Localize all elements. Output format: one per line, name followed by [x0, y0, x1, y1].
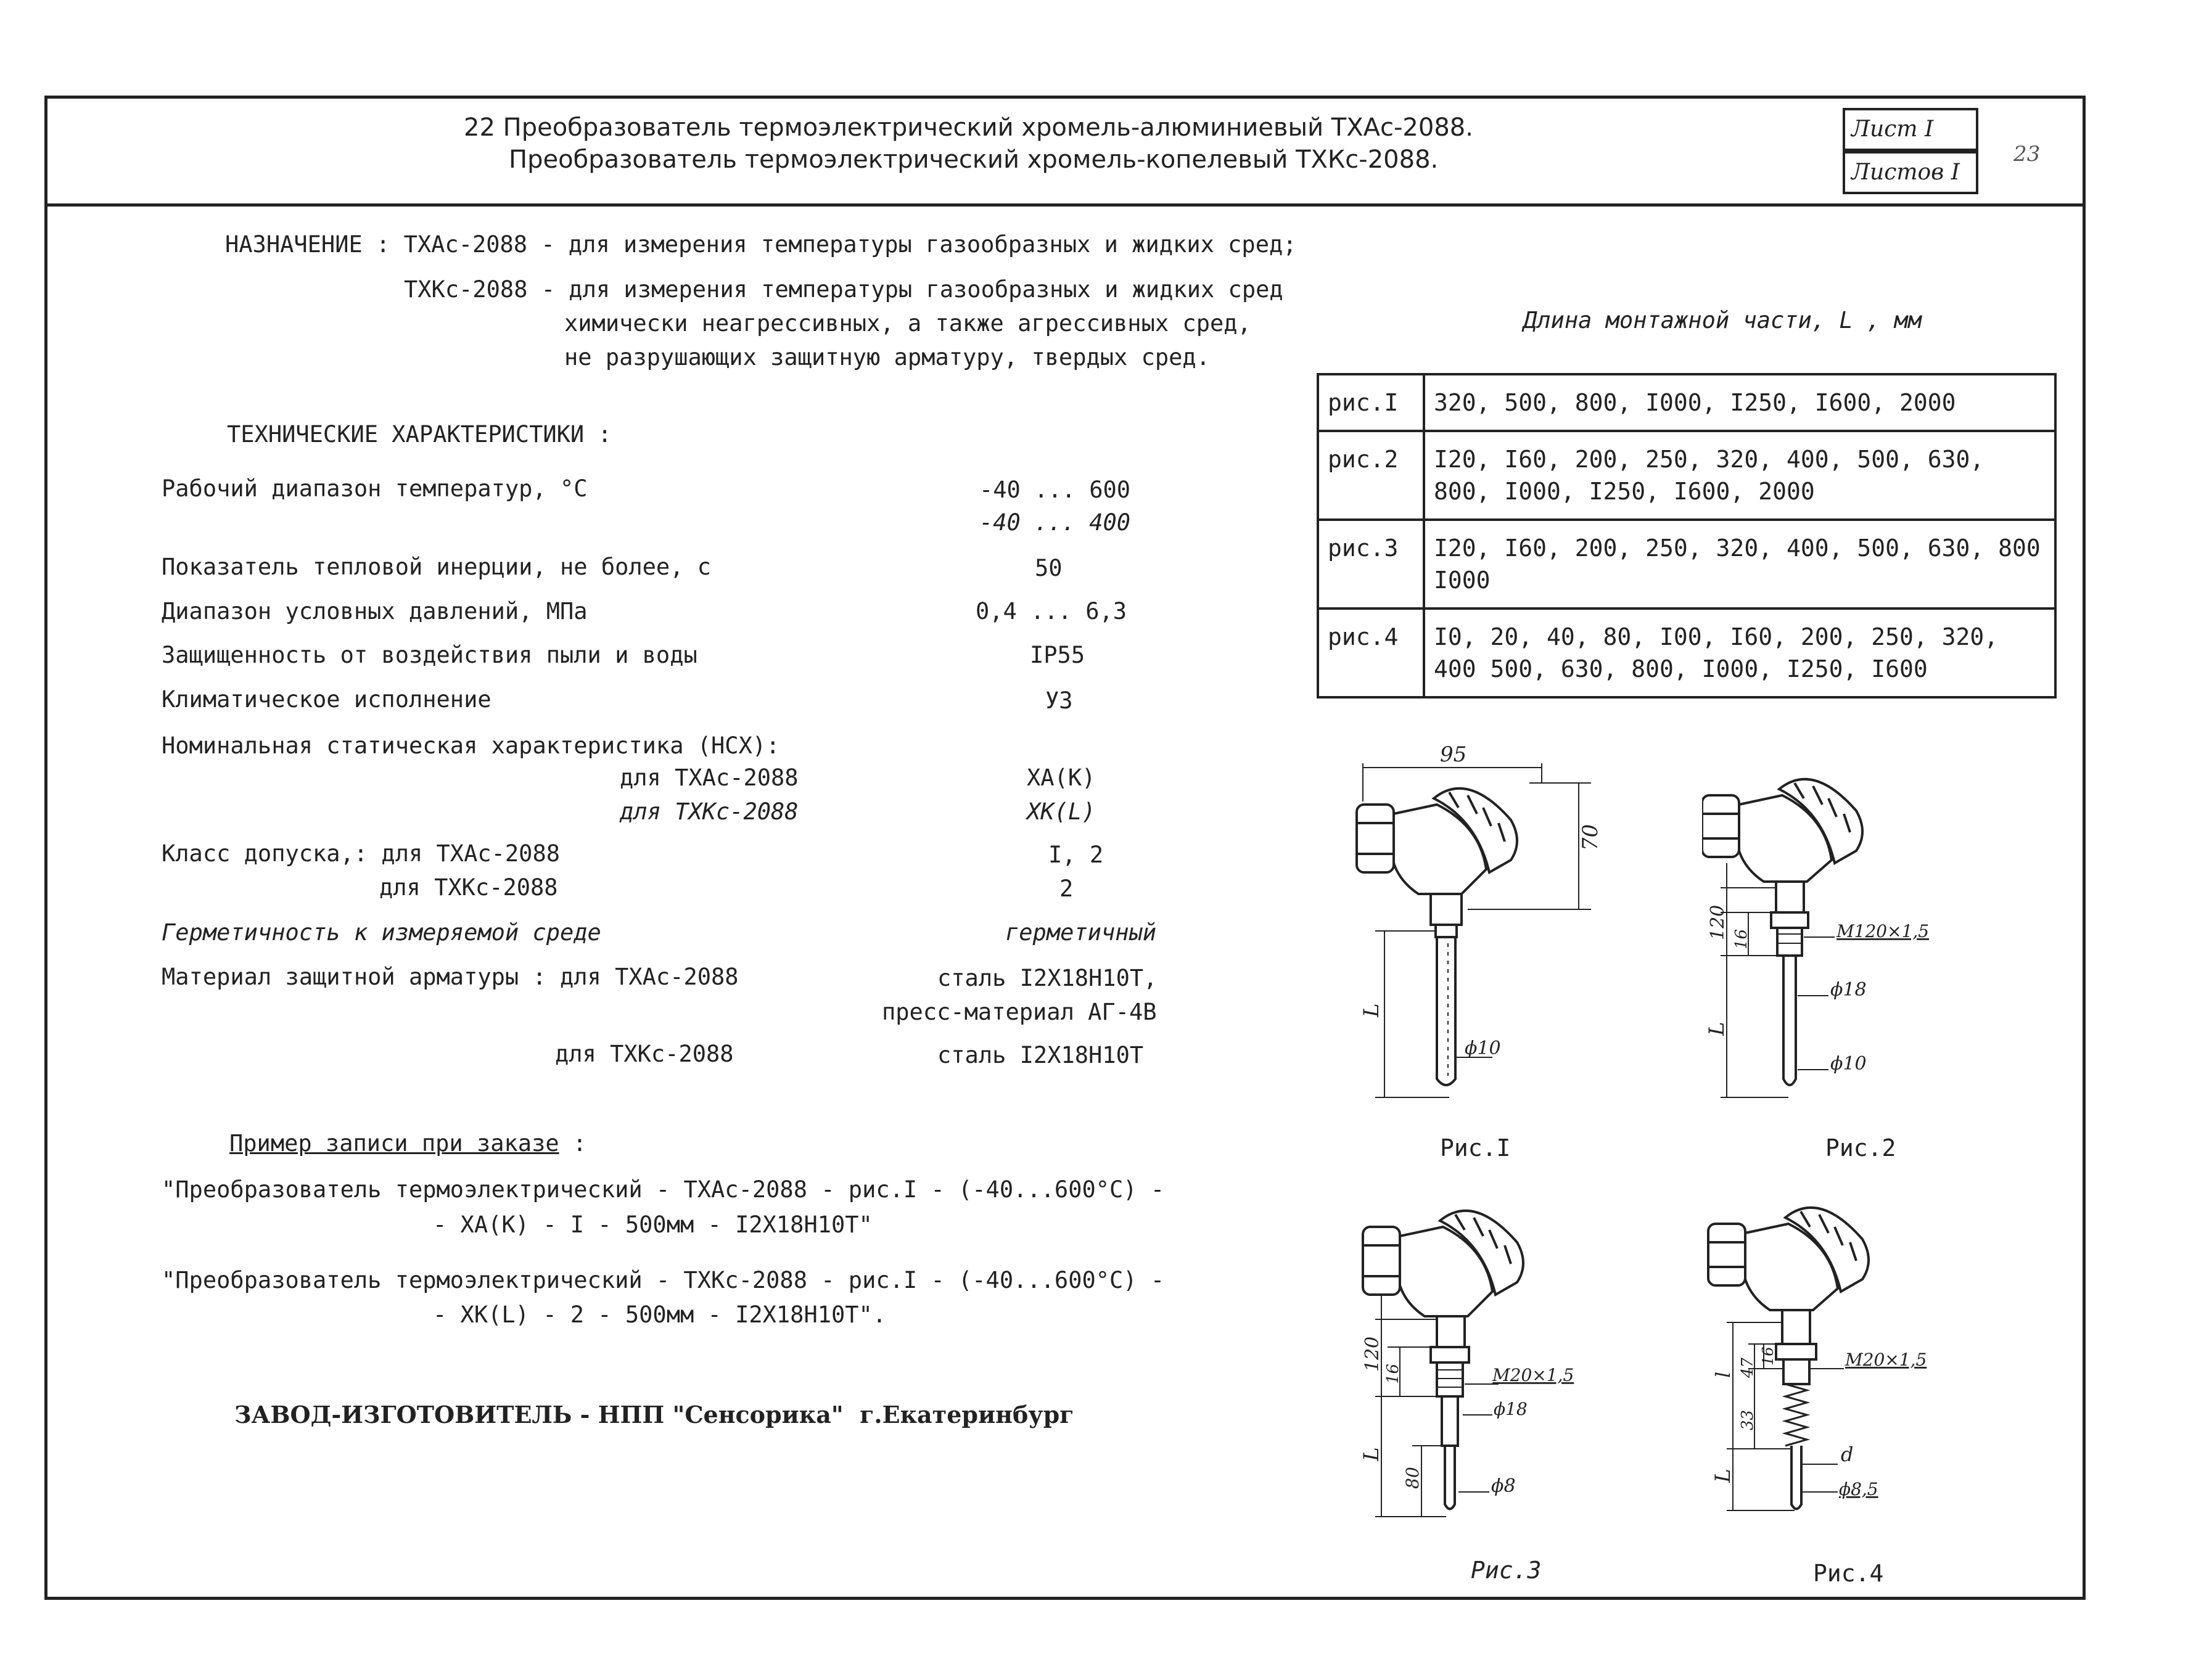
- length-table-caption: Длина монтажной части, L , мм: [1523, 307, 1922, 334]
- figure-4-drawing: [1702, 1190, 1973, 1560]
- fig4-dim-diameter: ϕ8,5: [1839, 1479, 1878, 1499]
- lengths-cell: 320, 500, 800, I000, I250, I600, 2000: [1424, 374, 2055, 431]
- sheet-number-box: [1843, 108, 1978, 151]
- figure-2-caption: Рис.2: [1825, 1134, 1896, 1162]
- fig1-sheath: [1437, 937, 1455, 1085]
- fig4-spring: [1785, 1384, 1807, 1446]
- spec-value-pressure: 0,4 ... 6,3: [976, 598, 1127, 625]
- fig2-dim-L: L: [1705, 1022, 1729, 1036]
- fig-cell: рис.I: [1318, 374, 1424, 431]
- sheet-label: Лист I: [1851, 117, 1934, 142]
- figure-1-caption: Рис.I: [1440, 1134, 1511, 1162]
- fig2-dim-16: 16: [1732, 928, 1751, 949]
- fig3-dim-thread: M20×1,5: [1492, 1365, 1574, 1385]
- purpose-line-4: не разрушающих защитную арматуру, твердых сред.: [564, 344, 1210, 371]
- fig1-head-body: [1394, 805, 1486, 894]
- spec-label-protection: Защищенность от воздействия пыли и воды: [162, 642, 697, 668]
- figure-2-drawing: [1702, 758, 1973, 1128]
- fig2-cap: [1779, 779, 1862, 863]
- fig4-cap: [1785, 1208, 1869, 1292]
- spec-value-nsx-txa: ХА(К): [1027, 764, 1096, 791]
- fig4-dim-47: 47: [1738, 1357, 1757, 1378]
- spec-label-material-txk: для ТХКс-2088: [555, 1041, 734, 1067]
- fig3-dim-d18: ϕ18: [1494, 1399, 1528, 1419]
- fig4-dim-l: l: [1711, 1371, 1735, 1378]
- spec-label-class-txk: для ТХКс-2088: [379, 874, 558, 901]
- fig2-thread: [1777, 928, 1802, 956]
- page-number: 23: [2013, 142, 2041, 166]
- fig2-dim-d18: ϕ18: [1830, 979, 1867, 1001]
- fig4-nut: [1776, 1344, 1816, 1359]
- fig1-dim-height: 70: [1578, 824, 1603, 851]
- spec-label-nsx-txa: для ТХАс-2088: [620, 764, 799, 791]
- table-row: [1318, 520, 2055, 608]
- spec-value-nsx-txk: ХК(L): [1027, 798, 1096, 825]
- fig3-cap: [1440, 1211, 1523, 1295]
- spec-label-class-txa: Класс допуска,: для ТХАс-2088: [162, 840, 561, 867]
- fig3-dim-120: 120: [1362, 1336, 1383, 1372]
- fig2-sheath: [1783, 956, 1796, 1085]
- spec-value-seal: герметичный: [1005, 919, 1157, 946]
- fig3-dim-L: L: [1359, 1447, 1384, 1461]
- spec-value-protection: IP55: [1030, 642, 1085, 668]
- fig3-thread: [1437, 1362, 1463, 1396]
- spec-value-temp-1: -40 ... 600: [979, 477, 1131, 503]
- spec-value-temp-2: -40 ... 400: [979, 509, 1131, 536]
- fig1-dim-diameter: ϕ10: [1465, 1038, 1501, 1059]
- title-line-1: 22 Преобразователь термоэлектрический хромель-алюминиевый ТХАс-2088.: [464, 113, 1473, 142]
- fig3-sheath: [1445, 1446, 1455, 1509]
- fig1-dim-L: L: [1359, 1003, 1384, 1017]
- fig1-gland: [1357, 805, 1394, 872]
- fig-cell: рис.2: [1318, 431, 1424, 520]
- length-table: [1317, 373, 2057, 699]
- fig-cell: рис.4: [1318, 608, 1424, 697]
- purpose-line-2: ТХКс-2088 - для измерения температуры газообразных и жидких сред: [404, 276, 1283, 303]
- fig4-dim-thread: M20×1,5: [1845, 1350, 1927, 1370]
- fig2-head-body: [1739, 795, 1832, 882]
- fig4-dim-33: 33: [1738, 1409, 1757, 1430]
- spec-value-class-txk: 2: [1059, 875, 1074, 902]
- order-heading-text: Пример записи при заказе: [229, 1130, 559, 1157]
- spec-value-climate: У3: [1045, 687, 1073, 714]
- spec-value-class-txa: I, 2: [1048, 842, 1104, 868]
- fig3-gland: [1363, 1227, 1400, 1295]
- table-row: [1318, 608, 2055, 697]
- purpose-block: [225, 229, 1297, 260]
- fig1-cap: [1434, 789, 1517, 872]
- fig2-dim-120: 120: [1707, 904, 1729, 940]
- order-heading-colon: :: [559, 1130, 587, 1157]
- lengths-cell: I20, I60, 200, 250, 320, 400, 500, 630, 800 I000: [1424, 520, 2055, 608]
- manufacturer: ЗАВОД-ИЗГОТОВИТЕЛЬ - НПП "Сенсорика" г.Екатеринбург: [234, 1401, 1074, 1428]
- sheets-count-box: [1843, 151, 1978, 194]
- fig2-dim-diameter: ϕ10: [1830, 1053, 1867, 1075]
- fig-cell: рис.3: [1318, 520, 1424, 608]
- spec-value-material-txk: сталь I2Х18Н10Т: [937, 1042, 1144, 1068]
- spec-value-material-txa-2: пресс-материал АГ-4В: [882, 999, 1157, 1025]
- purpose-line-1: ТХАс-2088 - для измерения температуры газообразных и жидких сред;: [403, 231, 1297, 258]
- spec-label-pressure: Диапазон условных давлений, МПа: [162, 598, 588, 625]
- fig2-gland: [1702, 795, 1739, 857]
- order-example-2-line-2: - ХК(L) - 2 - 500мм - I2Х18Н10Т".: [433, 1301, 887, 1328]
- fig3-nut: [1431, 1347, 1469, 1362]
- purpose-line-3: химически неагрессивных, а также агрессивных сред,: [564, 310, 1251, 337]
- spec-label-material-txa: Материал защитной арматуры : для ТХАс-2088: [162, 964, 739, 990]
- order-heading: [229, 1128, 586, 1159]
- table-row: [1318, 374, 2055, 431]
- spec-label-seal: Герметичность к измеряемой среде: [162, 919, 601, 946]
- spec-label-climate: Климатическое исполнение: [162, 686, 491, 713]
- purpose-label: НАЗНАЧЕНИЕ :: [225, 231, 404, 258]
- fig3-head-body: [1400, 1227, 1492, 1316]
- fig3-dim-80: 80: [1402, 1467, 1423, 1489]
- fig3-dim-16: 16: [1384, 1363, 1402, 1384]
- spec-value-inertia: 50: [1035, 555, 1063, 581]
- header-divider: [44, 203, 2086, 207]
- fig3-dim-diameter: ϕ8: [1491, 1475, 1516, 1497]
- sheets-label: Листов I: [1851, 160, 1960, 185]
- fig4-dim-L: L: [1711, 1469, 1735, 1483]
- figure-3-caption: Рис.3: [1471, 1557, 1542, 1584]
- figure-3-drawing: [1344, 1196, 1628, 1547]
- title-line-2: Преобразователь термоэлектрический хромель-копелевый ТХКс-2088.: [509, 145, 1439, 174]
- spec-label-nsx-txk: для ТХКс-2088: [620, 798, 799, 825]
- spec-label-nsx: Номинальная статическая характеристика (НСХ):: [162, 732, 780, 759]
- figure-1-drawing: [1326, 746, 1647, 1128]
- spec-label-temp: Рабочий диапазон температур, °С: [162, 475, 588, 502]
- fig4-thread: [1783, 1359, 1809, 1384]
- spec-value-material-txa-1: сталь I2Х18Н10Т,: [937, 965, 1158, 991]
- fig2-nut: [1771, 912, 1808, 928]
- fig4-sheath: [1791, 1446, 1801, 1509]
- lengths-cell: I20, I60, 200, 250, 320, 400, 500, 630, 800, I000, I250, I600, 2000: [1424, 431, 2055, 520]
- specs-heading: ТЕХНИЧЕСКИЕ ХАРАКТЕРИСТИКИ :: [227, 421, 612, 448]
- fig4-head-body: [1745, 1224, 1838, 1310]
- lengths-cell: I0, 20, 40, 80, I00, I60, 200, 250, 320, 400 500, 630, 800, I000, I250, I600: [1424, 608, 2055, 697]
- order-example-2-line-1: "Преобразователь термоэлектрический - ТХКс-2088 - рис.I - (-40...600°С) -: [162, 1267, 1165, 1293]
- fig4-dim-d: d: [1841, 1443, 1854, 1466]
- order-example-1-line-1: "Преобразователь термоэлектрический - ТХАс-2088 - рис.I - (-40...600°С) -: [162, 1176, 1165, 1203]
- spec-label-inertia: Показатель тепловой инерции, не более, с: [162, 554, 712, 580]
- table-row: [1318, 431, 2055, 520]
- fig2-dim-thread: M120×1,5: [1836, 921, 1930, 941]
- fig1-dim-width: 95: [1440, 746, 1467, 767]
- fig4-gland: [1708, 1224, 1745, 1285]
- figure-4-caption: Рис.4: [1813, 1560, 1884, 1587]
- order-example-1-line-2: - ХА(К) - I - 500мм - I2Х18Н10Т": [433, 1211, 873, 1238]
- fig4-dim-16: 16: [1759, 1346, 1777, 1366]
